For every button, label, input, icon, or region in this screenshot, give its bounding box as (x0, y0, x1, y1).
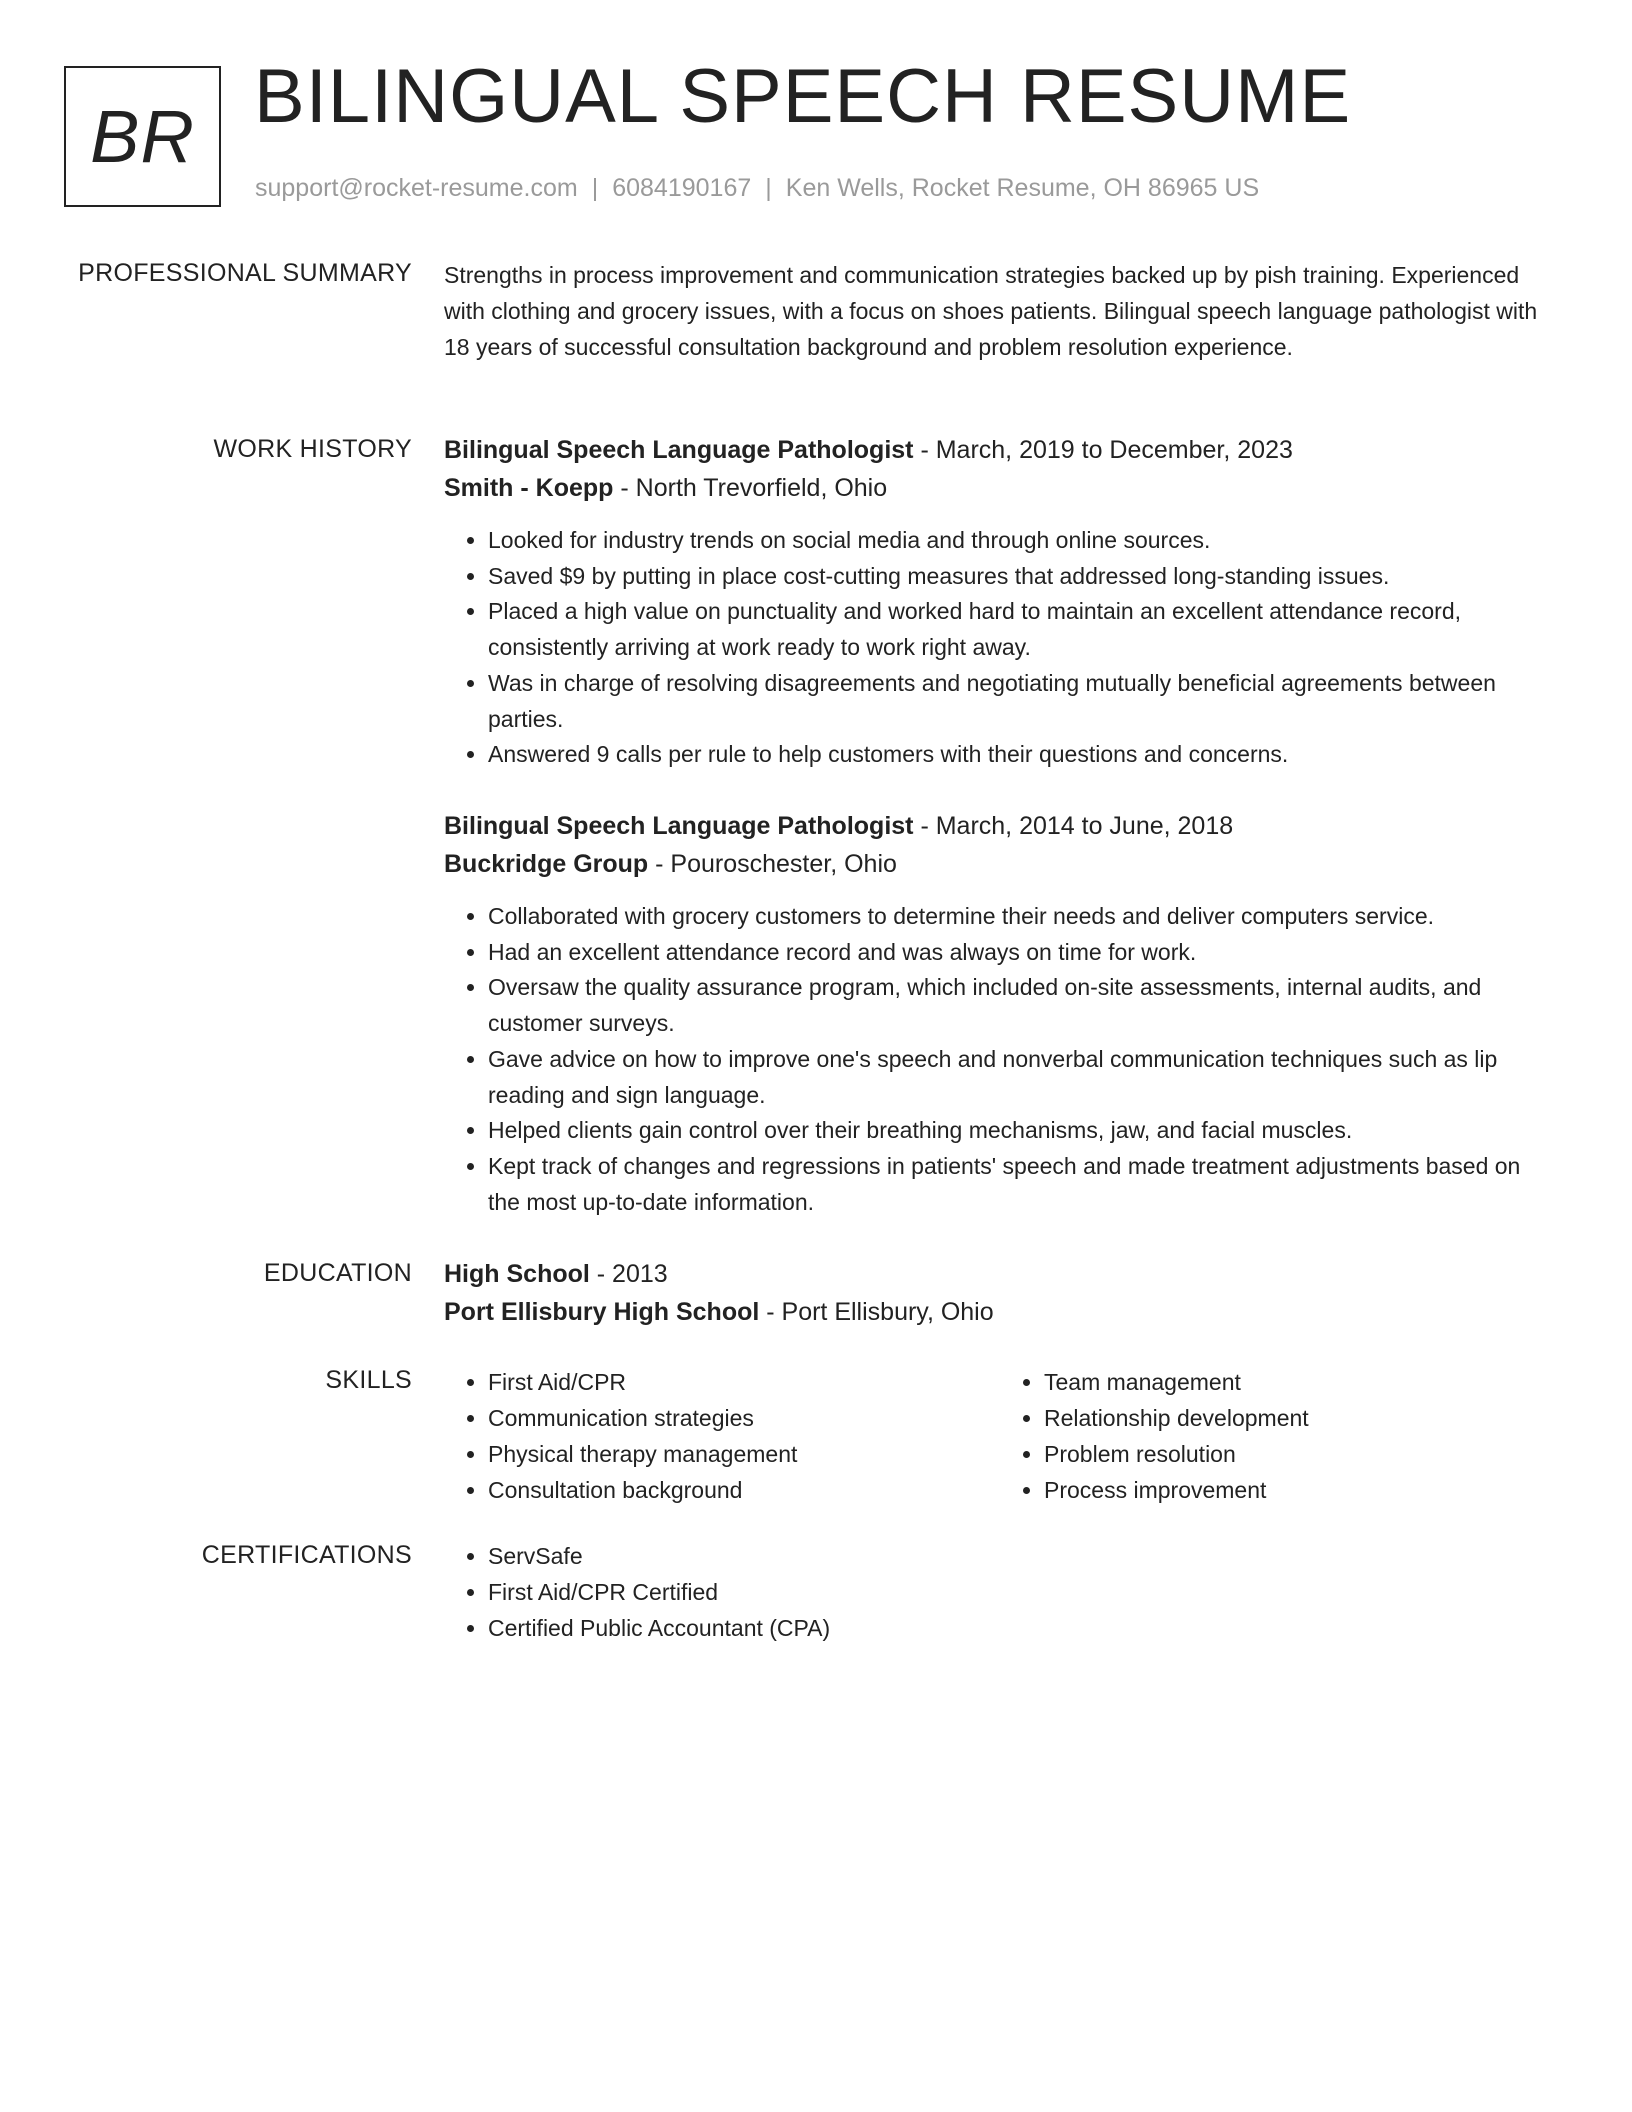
job-company: Smith - Koepp (444, 473, 614, 502)
monogram-initials: BR (90, 94, 195, 178)
skill-item: • Process improvement (1044, 1472, 1556, 1508)
job-location: - North Trevorfield, Ohio (613, 473, 888, 502)
job-company-line (444, 846, 1556, 884)
certification-item: • First Aid/CPR Certified (488, 1574, 1033, 1610)
job-entry (444, 432, 1556, 773)
job-title: Bilingual Speech Language Pathologist (444, 436, 914, 464)
job-company-line (444, 470, 1556, 508)
contact-email[interactable]: support@rocket-resume.com (255, 174, 578, 202)
education-degree: High School (444, 1260, 590, 1288)
education-heading: EDUCATION (263, 1259, 412, 1287)
contact-line (255, 174, 1259, 203)
certifications-list (444, 1538, 1033, 1646)
skill-item: • Communication strategies (488, 1400, 1000, 1436)
job-duty: • Kept track of changes and regressions in patients' speech and made treatment adjustments based on the most up-to-date information. (488, 1149, 1556, 1220)
job-company: Buckridge Group (444, 849, 649, 878)
certification-item: • ServSafe (488, 1538, 1033, 1574)
job-duty: • Collaborated with grocery customers to determine their needs and deliver computers service. (488, 899, 1556, 935)
job-duty: • Had an excellent attendance record and was always on time for work. (488, 935, 1556, 971)
job-location: - Pouroschester, Ohio (648, 849, 897, 878)
skill-item: • Consultation background (488, 1472, 1000, 1508)
monogram-box (64, 66, 221, 207)
job-duties-list (444, 899, 1556, 1220)
certification-item: • Certified Public Accountant (CPA) (488, 1610, 1033, 1646)
education-year: - 2013 (589, 1260, 668, 1288)
skills-list-right (1000, 1364, 1556, 1508)
education-degree-line (444, 1256, 1556, 1294)
certifications-section (444, 1538, 1556, 1646)
skill-item: • Team management (1044, 1364, 1556, 1400)
job-duty: • Placed a high value on punctuality and worked hard to maintain an excellent attendance record, consistently arriving at work ready to work right away. (488, 594, 1556, 665)
education-school: Port Ellisbury High School (444, 1297, 760, 1326)
job-duty: • Helped clients gain control over their breathing mechanisms, jaw, and facial muscles. (488, 1113, 1556, 1149)
skills-section (444, 1364, 1556, 1508)
job-dates: - March, 2019 to December, 2023 (913, 436, 1293, 464)
contact-separator: | (765, 174, 772, 202)
work-history-heading: WORK HISTORY (213, 435, 412, 463)
job-title-line (444, 432, 1556, 470)
skill-item: • Relationship development (1044, 1400, 1556, 1436)
job-title-line (444, 808, 1556, 846)
contact-phone[interactable]: 6084190167 (612, 174, 752, 202)
job-duty: • Saved $9 by putting in place cost-cutting measures that addressed long-standing issues. (488, 559, 1556, 595)
education-location: - Port Ellisbury, Ohio (759, 1297, 994, 1326)
job-duties-list (444, 523, 1556, 773)
skills-list-left (444, 1364, 1000, 1508)
job-entry (444, 808, 1556, 1220)
summary-section (444, 257, 1556, 365)
job-duty: • Oversaw the quality assurance program, which included on-site assessments, internal audits, and customer surveys. (488, 970, 1556, 1041)
education-entry (444, 1256, 1556, 1331)
skill-item: • Physical therapy management (488, 1436, 1000, 1472)
summary-text: Strengths in process improvement and communication strategies backed up by pish training. Experienced with clothing and grocery issues, with a focus on shoes patients. Bilingual speech language pathologist with 18 years of successful consultation background and problem resolution experience. (444, 262, 1538, 360)
skill-item: • Problem resolution (1044, 1436, 1556, 1472)
contact-address: Ken Wells, Rocket Resume, OH 86965 US (785, 174, 1260, 202)
summary-heading: PROFESSIONAL SUMMARY (78, 259, 412, 287)
skills-heading: SKILLS (325, 1366, 412, 1394)
certifications-heading: CERTIFICATIONS (201, 1541, 412, 1569)
job-title: Bilingual Speech Language Pathologist (444, 812, 914, 840)
job-dates: - March, 2014 to June, 2018 (913, 812, 1234, 840)
skill-item: • First Aid/CPR (488, 1364, 1000, 1400)
job-duty: • Was in charge of resolving disagreements and negotiating mutually beneficial agreements between parties. (488, 666, 1556, 737)
job-duty: • Gave advice on how to improve one's speech and nonverbal communication techniques such as lip reading and sign language. (488, 1042, 1556, 1113)
job-duty: • Answered 9 calls per rule to help customers with their questions and concerns. (488, 737, 1556, 773)
education-school-line (444, 1294, 1556, 1332)
resume-title: BILINGUAL SPEECH RESUME (254, 54, 1352, 139)
contact-separator: | (591, 174, 599, 202)
job-duty: • Looked for industry trends on social media and through online sources. (488, 523, 1556, 559)
